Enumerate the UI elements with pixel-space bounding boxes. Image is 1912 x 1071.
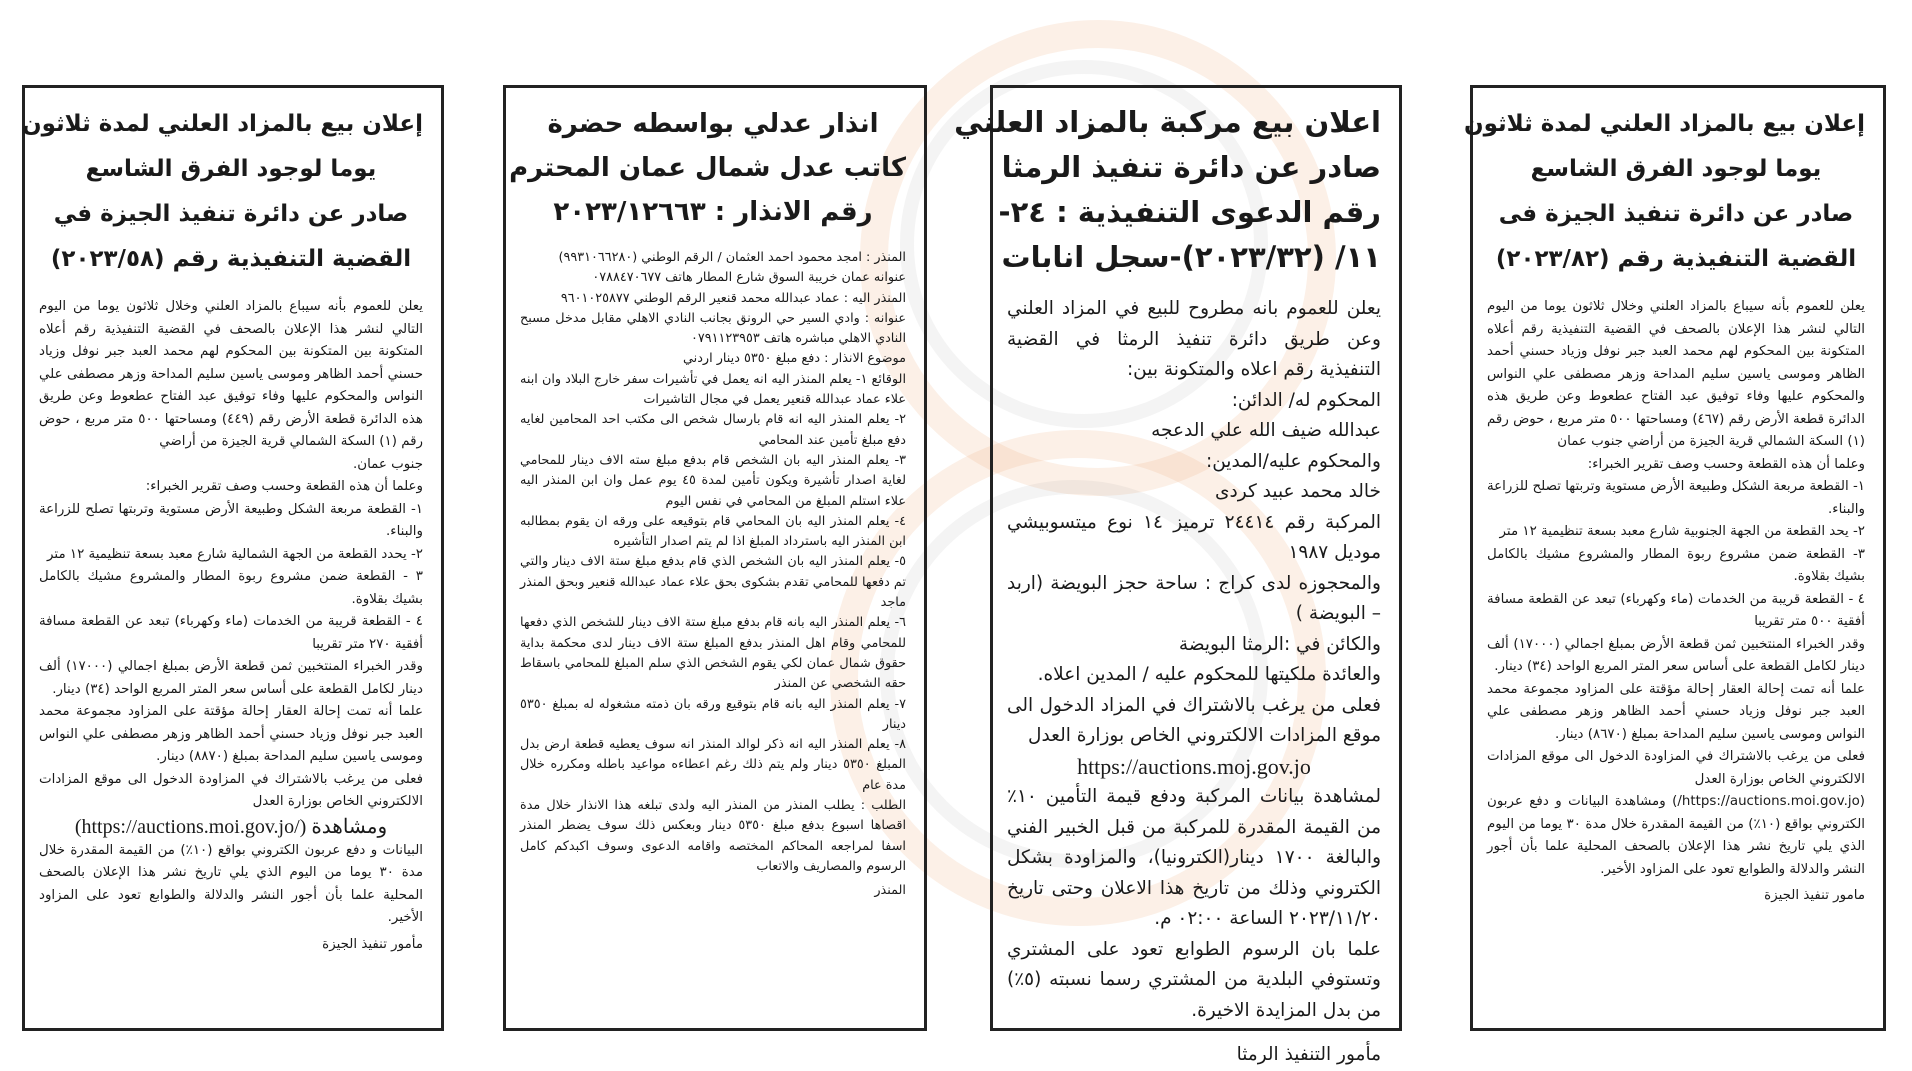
paragraph: عبدالله ضيف الله علي الدعجه — [1151, 420, 1381, 441]
paragraph: والمحجوزه لدى كراج : ساحة حجز البويضة (اربد – البويضة ) — [1007, 572, 1381, 624]
title-line: القضية التنفيذية رقم (٢٠٢٣/٥٨) — [50, 246, 412, 272]
paragraph: علما أنه تمت إحالة العقار إحالة مؤقتة على المزاود مجموعة محمد العبد جبر نوفل وزياد حسني أحمد الظاهر وزهر مصطفى علي النواس وموسى ياسين سليم المداحة بمبلغ (٨٦٧٠) دينار. — [1487, 681, 1865, 742]
paragraph: علما أنه تمت إحالة العقار إحالة مؤقتة على المزاود مجموعة محمد العبد جبر نوفل وزياد حسني أحمد الظاهر وزهر مصطفى علي النواس وموسى ياسين سليم المداحة بمبلغ (٨٨٧٠) دينار. — [39, 704, 423, 764]
paragraph: وعلما أن هذه القطعة وحسب وصف تقرير الخبراء: — [1587, 456, 1865, 472]
notice-body — [520, 248, 906, 902]
paragraph: البيانات و دفع عربون الكتروني بواقع (١٠٪) من القيمة المقدرة خلال مدة ٣٠ يوما من اليوم الذي يلي تاريخ نشر هذا الإعلان بالصحف المحلية علما بأن أجور النشر والدلالة والطوابع تعود على المزاود الأخير. — [39, 842, 423, 925]
paragraph: المنذر : امجد محمود احمد العثمان / الرقم الوطني (٩٩٣١٠٦٦٢٨٠) — [558, 250, 906, 265]
paragraph: ٧- يعلم المنذر اليه بانه قام بتوقيع ورقه بان ذمته مشغوله له بمبلغ ٥٣٥٠ دينار — [520, 696, 906, 732]
paragraph: ٦- يعلم المنذر اليه بانه قام بدفع مبلغ ستة الاف دينار للشخص الذي دفعها للمحامي وقام اهل المنذر بدفع المبلغ ستة الاف دينار لدى محكمة بداية حقوق شمال عمان لكي يقوم الشخص الذي سلم المبلغ للمحامي باسقاط حقه الشخصي عن المنذر — [520, 615, 906, 692]
paragraph: ٢- يحدد القطعة من الجهة الشمالية شارع معبد بسعة تنظيمية ١٢ متر — [47, 546, 423, 562]
title-line: رقم الدعوى التنفيذية : ٢٤- — [998, 195, 1381, 229]
title-line: ١١/ (٢٠٢٣/٣٢)-سجل انابات — [1001, 240, 1381, 274]
paragraph: ٤ - القطعة قريبة من الخدمات (ماء وكهرباء) تبعد عن القطعة مسافة أفقية ٥٠٠ متر تقريبا — [1487, 591, 1865, 629]
title-line: القضية التنفيذية رقم (٢٠٢٣/٨٢) — [1495, 246, 1857, 272]
paragraph: ١- القطعة مربعة الشكل وطبيعة الأرض مستوية وتربتها تصلح للزراعة والبناء. — [39, 501, 423, 539]
paragraph: ٢- يحد القطعة من الجهة الجنوبية شارع معبد بسعة تنظيمية ١٢ متر — [1499, 524, 1865, 539]
paragraph: خالد محمد عبيد كردى — [1215, 481, 1381, 502]
paragraph: ٤ - القطعة قريبة من الخدمات (ماء وكهرباء) تبعد عن القطعة مسافة أفقية ٢٧٠ متر تقريبا — [39, 614, 423, 652]
paragraph: لمشاهدة بيانات المركبة ودفع قيمة التأمين ١٠٪ من القيمة المقدرة للمركبة من قبل الخبير الفني والبالغة ١٧٠٠ دينار(الكترونيا)، والمزاودة بشكل الكتروني وذلك من تاريخ هذا الاعلان وحتى تاريخ ٢٠٢٣/١١/٢٠ الساعة ٠٢:٠٠ م. — [1007, 786, 1382, 929]
title-line: انذار عدلي بواسطه حضرة — [547, 109, 879, 139]
signature: مأمور تنفيذ الجيزة — [322, 936, 423, 952]
notice-giza-auction-82 — [1463, 85, 1886, 1031]
paragraph: وعلما أن هذه القطعة وحسب وصف تقرير الخبراء: — [145, 479, 423, 494]
signature: المنذر — [874, 883, 906, 899]
notice-ramtha-vehicle-auction — [954, 85, 1402, 1065]
title-line: رقم الانذار : ٢٠٢٣/١٢٦٦٣ — [553, 197, 873, 227]
title-line: كاتب عدل شمال عمان المحترم — [509, 153, 906, 183]
title-line: صادر عن دائرة تنفيذ الجيزة في — [53, 201, 409, 227]
notice-giza-auction-58 — [22, 85, 444, 1031]
paragraph: يعلن للعموم بأنه سيباع بالمزاد العلني وخلال ثلاثون يوما من اليوم التالي لنشر هذا الإعلان بالصحف في القضية التنفيذية رقم أعلاه المتكونة بين المحكوم لهم محمد العبد جبر نوفل وزياد حسني أحمد الظاهر وموسى ياسين سليم المداحة وزهر مصطفى علي النواس والمحكوم عليها وفاء توفيق عبد الفتاح عطعوط وعن طريق هذه الدائرة قطعة الأرض رقم (٤٦٧) ومساحتها ٥٠٠ متر مربع ، حوض رقم (١) السكة الشمالي قرية الجيزة من أراضي جنوب عمان — [1487, 299, 1865, 449]
notice-title — [954, 100, 1381, 280]
paragraph: المحكوم له/ الدائن: — [1231, 389, 1381, 411]
title-line: اعلان بيع مركبة بالمزاد العلني — [954, 105, 1381, 139]
paragraph: جنوب عمان. — [352, 456, 423, 472]
notice-title — [21, 102, 423, 282]
paragraph: ٣- القطعة ضمن مشروع ربوة المطار والمشروع مشيك بالكامل بشيك بقلاوة. — [1487, 546, 1865, 584]
title-line: إعلان بيع بالمزاد العلني لمدة ثلاثون — [21, 111, 423, 137]
title-line: صادر عن دائرة تنفيذ الرمثا — [1001, 150, 1381, 184]
notice-body — [1487, 296, 1865, 908]
signature: مامور تنفيذ الجيزة — [1764, 888, 1865, 903]
auction-url-link[interactable]: https://auctions.moj.gov.jo — [1077, 753, 1311, 779]
paragraph: ٤- يعلم المنذر اليه بان المحامي قام بتوقيعه على ورقه ان يقوم بمطالبه ابن المنذر اليه باسترداد المبلغ اذا لم يتم اصدار التأشيره — [520, 513, 906, 550]
paragraph: ٢- يعلم المنذر اليه انه قام بارسال شخص الى مكتب احد المحامين لغايه دفع مبلغ تأمين عند المحامي — [520, 412, 906, 448]
paragraph: عنوانه عمان خريبة السوق شارع المطار هاتف ٠٧٨٨٤٧٠٦٧٧ — [592, 270, 906, 286]
paragraph: فعلى من يرغب بالاشتراك في المزاودة الدخول الى موقع المزادات الالكتروني الخاص بوزارة العدل — [39, 771, 423, 809]
paragraph: علما بان الرسوم الطوابع تعود على المشتري وتستوفي البلدية من المشتري رسما نسبته (٥٪) من بدل المزايدة الاخيرة. — [1007, 938, 1381, 1021]
paragraph: الوقائع ١- يعلم المنذر اليه انه يعمل في تأشيرات سفر خارج البلاد وان ابنه علاء عماد عبدالله قنعير يعمل في مجال التاشيرات — [520, 371, 906, 408]
paragraph: ١- القطعة مربعة الشكل وطبيعة الأرض مستوية وتربتها تصلح للزراعة والبناء. — [1487, 479, 1865, 517]
title-line: صادر عن دائرة تنفيذ الجيزة فى — [1498, 201, 1854, 227]
paragraph: ٣ - القطعة ضمن مشروع ربوة المطار والمشروع مشيك بالكامل بشيك بقلاوة. — [39, 569, 423, 607]
paragraph: المركبة رقم ٢٤٤١٤ ترميز ١٤ نوع ميتسوبيشي موديل ١٩٨٧ — [1007, 511, 1381, 563]
paragraph: وقدر الخبراء المنتخبين ثمن قطعة الأرض بمبلغ اجمالي (١٧٠٠٠) ألف دينار لكامل القطعة على أساس سعر المتر المربع الواحد (٣٤) دينار. — [1487, 636, 1865, 674]
paragraph: المنذر اليه : عماد عبدالله محمد قنعير الرقم الوطني ٩٦٠١٠٢٥٨٧٧ — [560, 290, 906, 306]
title-line: يوما لوجود الفرق الشاسع — [1530, 156, 1822, 182]
paragraph: والعائدة ملكيتها للمحكوم عليه / المدين اعلاه. — [1037, 664, 1381, 685]
signature: مأمور التنفيذ الرمثا — [1236, 1044, 1381, 1065]
notice-body — [39, 296, 423, 956]
paragraph: يعلن للعموم بانه مطروح للبيع في المزاد العلني وعن طريق دائرة تنفيذ الرمثا في القضية التنفيذية رقم اعلاه والمتكونة بين: — [1007, 298, 1381, 380]
paragraph: ٨- يعلم المنذر اليه انه ذكر لوالد المنذر انه سوف يعطيه قطعة ارض بدل المبلغ ٥٣٥٠ دينار ولم يتم ذلك رغم اعطاءه مواعيد باطله ومكرره خلال مدة عام — [520, 737, 906, 793]
paragraph: ٣- يعلم المنذر اليه بان الشخص قام بدفع مبلغ سته الاف دينار للمحامي لغاية اصدار تأشيرة ويكون تأمين لمدة ٤٥ يوم عمل وان ابن المنذر اليه علاء استلم المبلغ من المحامي في نفس اليوم — [520, 452, 906, 509]
notice-body — [1007, 294, 1381, 1071]
auction-url-link[interactable]: (https://auctions.moi.gov.jo/) ومشاهدة — [74, 815, 388, 838]
title-line: يوما لوجود الفرق الشاسع — [85, 156, 377, 182]
paragraph: عنوانه : وادي السير حي الرونق بجانب النادي الاهلي مقابل مدخل مسبح النادي الاهلي مباشره هاتف ٠٧٩١١٢٣٩٥٣ — [520, 310, 906, 347]
paragraph: فعلى من يرغب بالاشتراك في المزاودة الدخول الى موقع المزادات الالكتروني الخاص بوزارة العدل — [1487, 749, 1865, 787]
paragraph: موضوع الانذار : دفع مبلغ ٥٣٥٠ دينار اردني — [683, 351, 906, 367]
paragraph: ٥- يعلم المنذر اليه بان الشخص الذي قام بدفع مبلغ ستة الاف دينار والتي تم دفعها للمحامي تقدم بشكوى بحق علاء عماد عبدالله قنعير وبحق المنذر ماجد — [520, 554, 906, 611]
paragraph: يعلن للعموم بأنه سيباع بالمزاد العلني وخلال ثلاثون يوما من اليوم التالي لنشر هذا الإعلان بالصحف في القضية التنفيذية رقم أعلاه المتكونة بين المتكونة بين المحكوم لهم محمد العبد جبر نوفل وزياد حسني أحمد الظاهر وموسى ياسين سليم المداحة وزهر مصطفى علي النواس والمحكوم عليها وفاء توفيق عبد الفتاح عطعوط وعن طريق هذه الدائرة قطعة الأرض رقم (٤٤٩) ومساحتها ٥٠٠ متر مربع ، حوض رقم (١) السكة الشمالي قرية الجيزة من أراضي — [39, 299, 423, 449]
paragraph: (https://auctions.moi.gov.jo/) ومشاهدة البيانات و دفع عربون الكتروني بواقع (١٠٪) من القيمة المقدرة خلال مدة ٣٠ يوما من اليوم الذي يلي تاريخ نشر هذا الإعلان بالصحف المحلية علما بأن أجور النشر والدلالة والطوابع تعود على المزاود الأخير. — [1487, 794, 1865, 877]
paragraph: الطلب : يطلب المنذر من المنذر اليه ولدى تبلغه هذا الانذار خلال مدة اقصاها اسبوع بدفع مبلغ ٥٣٥٠ دينار وبعكس ذلك سوف يضطر المنذر اسفا لمراجعه المحاكم المختصه واقامه الدعوى وسوف اكبدكم كامل الرسوم والمصاريف والاتعاب — [520, 798, 906, 874]
notice-title — [509, 102, 906, 234]
paragraph: فعلى من يرغب بالاشتراك في المزاد الدخول الى موقع المزادات الالكتروني الخاص بوزارة العدل — [1007, 694, 1381, 746]
notice-title — [1463, 102, 1865, 282]
paragraph: وقدر الخبراء المنتخبين ثمن قطعة الأرض بمبلغ اجمالي (١٧٠٠٠) ألف دينار لكامل القطعة على أساس سعر المتر المربع الواحد (٣٤) دينار. — [39, 659, 423, 697]
paragraph: والكائن في :الرمثا البويضة — [1178, 633, 1381, 655]
paragraph: والمحكوم عليه/المدين: — [1205, 450, 1381, 472]
notice-legal-warning — [503, 85, 927, 1031]
title-line: إعلان بيع بالمزاد العلني لمدة ثلاثون — [1463, 111, 1865, 137]
